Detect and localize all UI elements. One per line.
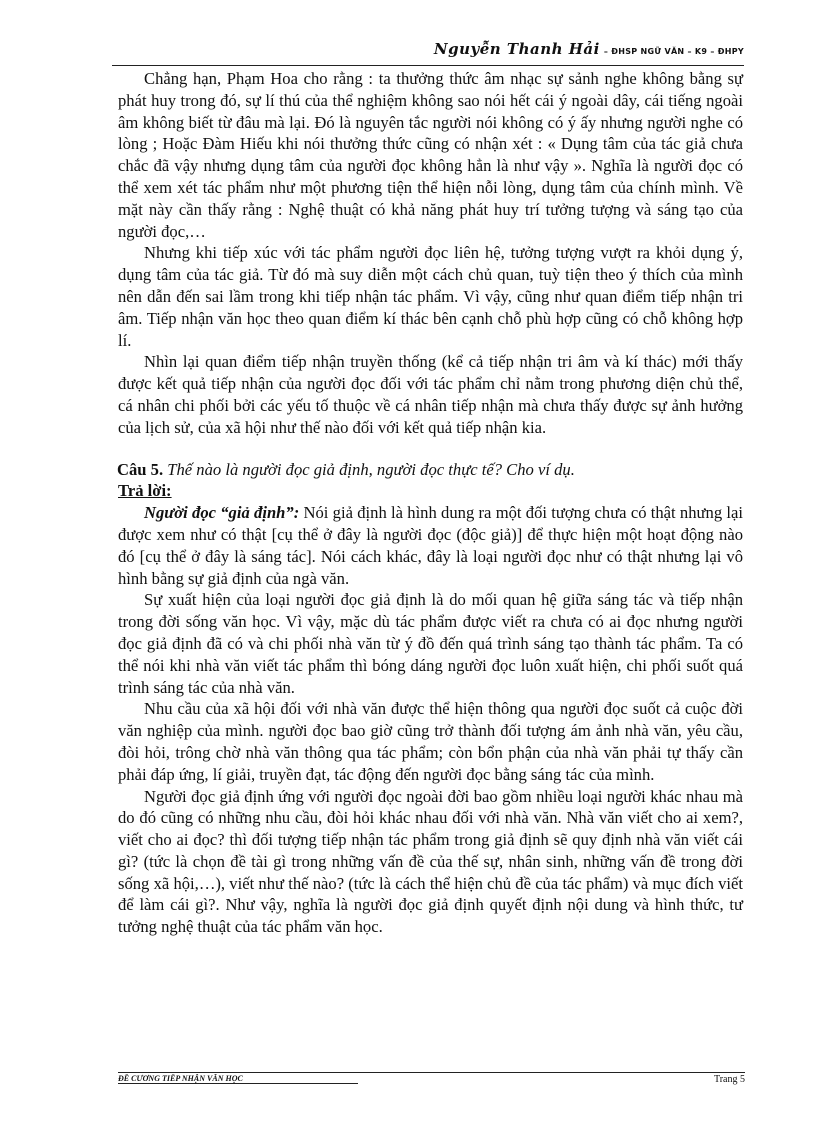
- paragraph: Người đọc giả định ứng với người đọc ngoài đời bao gồm nhiều loại người khác nhau mà do đó cũng có những nhu cầu, đòi hỏi khác nhau đối với nhà văn. Nhà văn viết cho ai xem?, viết cho ai đọc? thì đối tượng tiếp nhận tác phẩm trong giả định sẽ quy định nhà văn viết cái gì? (tức là chọn đề tài gì trong những vấn đề của thế sự, nhân sinh, những vấn đề trong đời sống xã hội,…), viết như thế nào? (tức là cách thể hiện chủ đề của tác phẩm) và mục đích viết để làm cái gì?. Như vậy, nghĩa là người đọc giả định quyết định nội dung và hình thức, tư tưởng nghệ thuật của tác phẩm văn học.: [118, 786, 743, 937]
- paragraph: Nhìn lại quan điểm tiếp nhận truyền thống (kể cả tiếp nhận tri âm và kí thác) mới thấy được kết quả tiếp nhận của người đọc đối với tác phẩm chỉ nằm trong phương diện chủ thể, cá nhân chi phối bởi các yếu tố thuộc về cá nhân tiếp nhận mà chưa thấy được sự ảnh hưởng của lịch sử, của xã hội như thế nào đối với kết quả tiếp nhận kia.: [118, 352, 743, 437]
- paragraph-definition: [118, 502, 743, 589]
- question-label: Câu 5.: [117, 459, 164, 479]
- question-heading: [117, 459, 743, 481]
- section-spacer: [118, 439, 743, 459]
- paragraph: Nhưng khi tiếp xúc với tác phẩm người đọc liên hệ, tưởng tượng vượt ra khỏi dụng ý, dụng tâm của tác giả. Từ đó mà suy diễn một cách chủ quan, tuỳ tiện theo ý thích của mình nên dẫn đến sai lầm trong khi tiếp nhận tác phẩm. Vì vậy, cũng như quan điểm tiếp nhận tri âm. Tiếp nhận văn học theo quan điểm kí thác bên cạnh chỗ phù hợp cũng có chỗ không hợp lí.: [118, 243, 743, 350]
- question-text: Thế nào là người đọc giả định, người đọc thực tế? Cho ví dụ.: [167, 459, 575, 479]
- header-author: Nguyễn Thanh Hải: [433, 40, 600, 58]
- term-heading: Người đọc “giả định”:: [144, 503, 300, 523]
- paragraph: Nhu cầu của xã hội đối với nhà văn được thể hiện thông qua người đọc suốt cả cuộc đời văn nghiệp của mình. người đọc bao giờ cũng trở thành đối tượng ám ảnh nhà văn, yêu cầu, đòi hỏi, trông chờ nhà văn thông qua tác phẩm; còn bổn phận của nhà văn phải tự thấy cần phải đáp ứng, lí giải, truyền đạt, tác động đến người đọc bằng sáng tác của mình.: [118, 699, 743, 784]
- answer-label: Trả lời:: [118, 481, 172, 501]
- header-course: – ĐHSP NGỮ VĂN – K9 – ĐHPY: [603, 47, 744, 56]
- paragraph: Sự xuất hiện của loại người đọc giả định là do mối quan hệ giữa sáng tác và tiếp nhận trong đời sống văn học. Vì vậy, mặc dù tác phẩm được viết ra chưa có ai đọc nhưng người đọc giả định đã có và chi phối nhà văn từ ý đồ đến quá trình sáng tạo thành tác phẩm. Ta có thể nói khi nhà văn viết tác phẩm thì bóng dáng người đọc luôn xuất hiện, chi phối suốt quá trình sáng tác của nhà văn.: [118, 590, 743, 697]
- page-number: Trang 5: [713, 1074, 745, 1085]
- paragraph: Chẳng hạn, Phạm Hoa cho rằng : ta thưởng thức âm nhạc sự sảnh nghe không bằng sự phát huy trong đó, sự lí thú của thể nghiệm không sao nói hết cái ý ngoài dây, cái tiếng ngoài âm không biết từ đâu mà lại. Đó là nguyên tắc người nói không có ý ấy nhưng người nghe có lòng ; Hoặc Đàm Hiếu khi nói thưởng thức cũng có nhận xét : « Dụng tâm của tác giả chưa chắc đã vậy nhưng dụng tâm của người đọc không hẳn là như vậy ». Nghĩa là người đọc có thể xem xét tác phẩm như một phương tiện thể hiện nỗi lòng, dụng tâm của chính mình. Về mặt này cần thấy rằng : Nghệ thuật có khả năng phát huy trí tưởng tượng và sáng tạo của người đọc,…: [118, 69, 743, 241]
- page-footer: [118, 1072, 745, 1087]
- definition-text: Nói giả định là hình dung ra một đối tượng chưa có thật nhưng lại được xem như có thật [cụ thể ở đây là người đọc (độc giả)] để thực hiện một hoạt động nào đó [cụ thể ở đây là sáng tác]. Nói cách khác, đây là loại người đọc như có thật nhưng lại vô hình bằng sự giả định của ngà văn.: [118, 503, 743, 588]
- page-header: [112, 40, 744, 66]
- document-body: [118, 68, 743, 938]
- footer-title: ĐỀ CƯƠNG TIẾP NHẬN VĂN HỌC: [118, 1074, 358, 1084]
